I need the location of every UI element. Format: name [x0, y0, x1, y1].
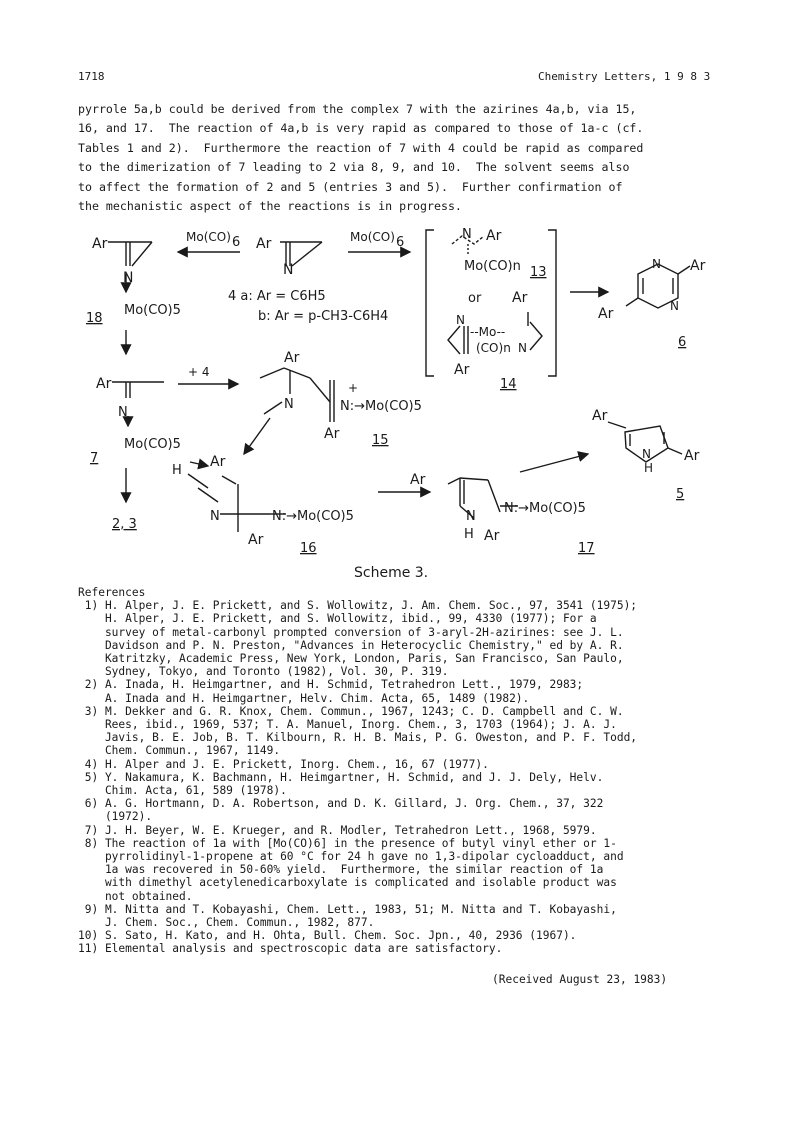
paragraph-line: to the dimerization of 7 leading to 2 via 8, 9, and 10. The solvent seems also	[78, 160, 630, 175]
reference-line: pyrrolidinyl-1-propene at 60 °C for 24 h gave no 1,3-dipolar cycloadduct, and	[78, 850, 624, 864]
nitrogen-label: N	[652, 257, 661, 271]
molybdenum-carbonyl-label: Mo(CO)n	[464, 259, 521, 274]
nitrogen-molybdenum-bond-label: N:→Mo(CO)5	[340, 399, 422, 414]
aryl-label: Ar	[324, 426, 340, 442]
paragraph-line: the mechanistic aspect of the reactions is in progress.	[78, 199, 462, 214]
aryl-label: Ar	[454, 362, 470, 378]
nitrogen-label: N	[466, 509, 476, 524]
aryl-label: Ar	[592, 408, 608, 424]
aryl-label: Ar	[512, 290, 528, 306]
nitrogen-label: N	[210, 509, 220, 524]
compound-18-label: 18	[86, 311, 103, 326]
reference-line: H. Alper, J. E. Prickett, and S. Wollowitz, ibid., 99, 4330 (1977); For a	[78, 612, 597, 626]
reference-line: J. Chem. Soc., Chem. Commun., 1982, 877.	[78, 916, 375, 930]
aryl-label: Ar	[598, 306, 614, 322]
reference-line: Chim. Acta, 61, 589 (1978).	[78, 784, 287, 798]
received-date: (Received August 23, 1983)	[492, 973, 668, 986]
aryl-label: Ar	[410, 472, 426, 488]
nitrogen-label: N	[462, 227, 472, 242]
aryl-label: Ar	[284, 350, 300, 366]
reference-line: 10) S. Sato, H. Kato, and H. Ohta, Bull. Chem. Soc. Jpn., 40, 2936 (1967).	[78, 929, 577, 943]
reagent-label: Mo(CO)	[186, 230, 231, 244]
reference-line: 5) Y. Nakamura, K. Bachmann, H. Heimgartner, H. Schmid, and J. J. Dely, Helv.	[78, 770, 604, 784]
reference-line: with dimethyl acetylenedicarboxylate is complicated and isolable product was	[78, 876, 617, 890]
compound-6-label: 6	[678, 335, 687, 350]
aryl-label: Ar	[486, 228, 502, 244]
reference-line: survey of metal-carbonyl prompted conversion of 3-aryl-2H-azirines: see J. L.	[78, 625, 624, 639]
compound-14-label: 14	[500, 377, 517, 392]
compound-13-label: 13	[530, 265, 547, 280]
reference-line: 8) The reaction of 1a with [Mo(CO)6] in the presence of butyl vinyl ether or 1-	[78, 836, 617, 850]
reference-line: 1) H. Alper, J. E. Prickett, and S. Wollowitz, J. Am. Chem. Soc., 97, 3541 (1975);	[78, 599, 638, 613]
journal-header: Chemistry Letters, 1 9 8 3	[538, 70, 711, 83]
hydrogen-label: H	[464, 527, 474, 542]
nitrogen-molybdenum-bond-label: N:→Mo(CO)5	[504, 501, 586, 516]
aryl-label: Ar	[256, 236, 272, 252]
compounds-2-3-label: 2, 3	[112, 517, 137, 532]
scheme-caption: Scheme 3.	[354, 565, 429, 581]
compound-5-label: 5	[676, 487, 685, 502]
reference-line: 7) J. H. Beyer, W. E. Krueger, and R. Modler, Tetrahedron Lett., 1968, 5979.	[78, 823, 597, 837]
plus-4-label: + 4	[188, 365, 210, 379]
references-heading: References	[78, 586, 146, 599]
nitrogen-label: N	[123, 270, 134, 286]
paragraph-line: 16, and 17. The reaction of 4a,b is very rapid as compared to those of 1a-c (cf.	[78, 121, 644, 136]
reference-line: not obtained.	[78, 889, 193, 903]
nitrogen-label: N	[518, 341, 527, 355]
paragraph-line: pyrrole 5a,b could be derived from the complex 7 with the azirines 4a,b, via 15,	[78, 102, 637, 116]
reference-line: 4) H. Alper and J. E. Prickett, Inorg. Chem., 16, 67 (1977).	[78, 757, 489, 771]
reference-line: 2) A. Inada, H. Heimgartner, and H. Schmid, Tetrahedron Lett., 1979, 2983;	[78, 678, 584, 692]
reaction-scheme	[60, 222, 720, 584]
reference-line: 9) M. Nitta and T. Kobayashi, Chem. Lett., 1983, 51; M. Nitta and T. Kobayashi,	[78, 902, 617, 916]
aryl-label: Ar	[690, 258, 706, 274]
aryl-label: Ar	[248, 532, 264, 548]
nitrogen-label: N	[283, 262, 294, 278]
reference-line: A. Inada and H. Heimgartner, Helv. Chim. Acta, 65, 1489 (1982).	[78, 691, 530, 705]
nitrogen-label: N	[670, 299, 679, 313]
nitrogen-molybdenum-bond-label: N:→Mo(CO)5	[272, 509, 354, 524]
carbonyl-count-label: (CO)n	[476, 341, 511, 355]
reagent-subscript: 6	[232, 235, 241, 250]
reference-line: Davidson and P. N. Preston, "Advances in Heterocyclic Chemistry," ed by A. R.	[78, 638, 624, 652]
compound-4b-definition: b: Ar = p-CH3-C6H4	[258, 309, 389, 324]
molybdenum-pentacarbonyl-label: Mo(CO)5	[124, 437, 181, 452]
reagent-subscript: 6	[396, 235, 405, 250]
aryl-label: Ar	[92, 236, 108, 252]
plus-sign: +	[348, 381, 359, 395]
reference-line: (1972).	[78, 810, 153, 824]
reference-line: 11) Elemental analysis and spectroscopic data are satisfactory.	[78, 942, 503, 956]
reference-line: 6) A. G. Hortmann, D. A. Robertson, and D. K. Gillard, J. Org. Chem., 37, 322	[78, 797, 604, 811]
aryl-label: Ar	[484, 528, 500, 544]
or-label: or	[468, 291, 482, 306]
compound-15-label: 15	[372, 433, 389, 448]
molybdenum-bridge-label: --Mo--	[470, 325, 506, 339]
paragraph-line: Tables 1 and 2). Furthermore the reaction of 7 with 4 could be rapid as compared	[78, 140, 644, 155]
molybdenum-pentacarbonyl-label: Mo(CO)5	[124, 303, 181, 318]
hydrogen-label: H	[172, 463, 182, 478]
reference-line: 1a was recovered in 50-60% yield. Furthermore, the similar reaction of 1a	[78, 863, 604, 877]
compound-17-label: 17	[578, 541, 595, 556]
aryl-label: Ar	[684, 448, 700, 464]
nitrogen-label: N	[456, 313, 465, 327]
reference-line: 3) M. Dekker and G. R. Knox, Chem. Commun., 1967, 1243; C. D. Campbell and C. W.	[78, 704, 624, 718]
nitrogen-label: N	[118, 405, 128, 420]
aryl-label: Ar	[96, 376, 112, 392]
page-number: 1718	[78, 70, 105, 83]
reference-line: Katritzky, Academic Press, New York, London, Paris, San Francisco, San Paulo,	[78, 652, 624, 666]
reference-line: Sydney, Tokyo, and Toronto (1982), Vol. 30, P. 319.	[78, 665, 449, 679]
paragraph-line: to affect the formation of 2 and 5 (entries 3 and 5). Further confirmation of	[78, 179, 623, 194]
compound-16-label: 16	[300, 541, 317, 556]
reference-line: Chem. Commun., 1967, 1149.	[78, 744, 281, 758]
compound-4a-definition: 4 a: Ar = C6H5	[228, 289, 326, 304]
reference-line: Rees, ibid., 1969, 537; T. A. Manuel, Inorg. Chem., 3, 1703 (1964); J. A. J.	[78, 718, 617, 732]
reference-line: Javis, B. E. Job, B. T. Kilbourn, R. H. B. Mais, P. G. Oweston, and P. F. Todd,	[78, 731, 638, 745]
reagent-label: Mo(CO)	[350, 230, 395, 244]
hydrogen-label: H	[644, 461, 654, 475]
aryl-label: Ar	[210, 454, 226, 470]
references-section	[78, 586, 738, 956]
nitrogen-label: N	[284, 397, 294, 412]
nitrogen-label: N	[642, 447, 651, 461]
compound-7-label: 7	[90, 451, 99, 466]
body-paragraph	[78, 100, 718, 216]
